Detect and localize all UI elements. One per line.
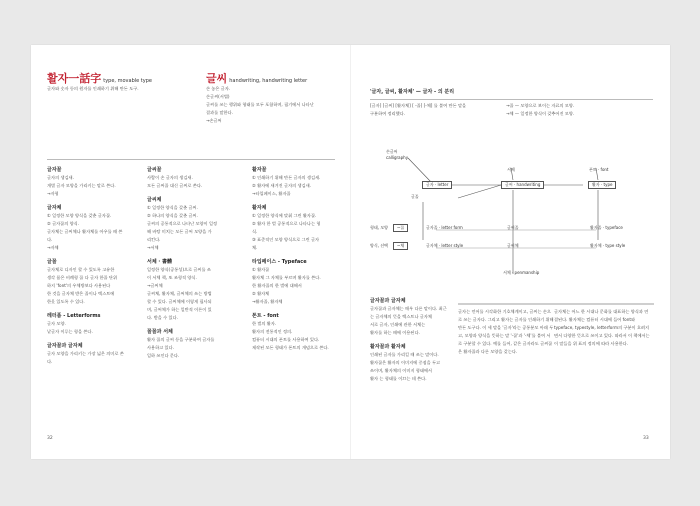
entry-body: ① 일정한 양식에 맞춰 그린 활자꼴. ② 활자 한 벌 공통적으로 나타나는 형 식. ③ 표준적인 모양 양식으로 그린 글자 체.: [252, 213, 321, 250]
right-intro: 손 놓은 글자. 손글씨(서법) 글씨를 쓰는 행위와 형태를 모두 포함하며, 필기에서 나타난 결과를 말한다. →손글씨: [206, 86, 314, 123]
entry-heading: 글자꼴과 글자체: [370, 298, 406, 304]
left-title-word: 활자一話字: [47, 72, 102, 85]
diagram-note-left: [글자] [글씨] [활자체] [ -꼴] [-체] 를 붙여 만든 말을 구분하여 정리했다.: [370, 103, 467, 116]
entry-body: 일정한 양식(공통성)으로 글씨를 쓰 이 서체 책, 또 조형적 양식. →글씨체 글씨체, 활자체, 글씨체의 쓰는 방법 할 수 있다. 글씨체에 이렇게 필사되 며, 글씨체가 하는 일반적 이론이 있 다. 받을 수 있다.: [147, 267, 212, 320]
entry-heading: 활자꼴: [252, 167, 267, 173]
right-col-b-bar: [458, 303, 558, 305]
diagram-title: '글자, 글씨, 활자체' — 글자 - 의 분리: [370, 89, 455, 95]
diagram-node-typestyle: 활자체 · type style: [590, 243, 626, 248]
entry-body: 인쇄된 글자를 가리킬 때 쓰는 말이다. 활자꼴은 활자의 이미지에 중점을 두고 쓰이며, 활자체의 이미지 형태에서 활자 는 형태를 이끄는 데 쓴다.: [370, 352, 441, 381]
entry-body: 글자체로 디자인 할 수 있도록 고유한 생각 품은 비례형 꼴 다 글자 한꼴 단위 하지 'font'의 우체방보다 사용된다 한 것을 글자체 받은 꼴이나 텍스트에 한옷 있도록 수 있다.: [47, 267, 117, 304]
entry-heading: 레터폼 - Letterforms: [47, 313, 101, 319]
right-col-b: 글자는 언어를 시각화한 기호체계이고, 글씨는 손으로 쓰는 글자다. 그리고 활자는 글자를 인쇄하기 위해 만든 도구다. 이 세 말을 '글자'라는 공통분모 아래 두고, 모양과 양식을 뜻하는 말 '-꼴'과 '-체'를 붙여 서로 구분할 수 있다. 예를 들어, 같은 글자라도 글씨꼴은 활자꼴과 다른 모양을 갖는다.: [458, 309, 554, 354]
entry-body: ① 일정한 양식을 갖춘 글씨. ② 하나의 양식을 갖춘 글씨. 글씨의 공통적으로 나타난 모양이 일정 해 바탕 미치는 모든 글씨 모양을 가 리킨다. →서체: [147, 205, 218, 250]
entry-heading: 활자체: [252, 205, 267, 211]
diagram-row-label-form: 형태, 모양: [370, 225, 388, 230]
entry-body: 글자 모양을 가리키는 가장 넓은 의미로 쓴다.: [47, 351, 124, 364]
diagram-node-calligraphy: 손글씨 calligraphy: [386, 149, 409, 160]
diagram-node-letterstyle: 글자체 · letter style: [426, 243, 464, 248]
entry-body: 한 벌의 활자. 활자의 전통적인 정의. 컴퓨터 시대의 폰트를 사용하여 있다. 제작된 모든 형태가 폰트의 개념으로 쓴다.: [252, 321, 329, 350]
diagram-note-right: →꼴 — 모양으로 보이는 자료의 모양. →체 — 일정한 양식이 갖추어진 모양.: [506, 103, 575, 116]
entry-heading: 폰트 - font: [252, 313, 279, 319]
right-title: [206, 70, 307, 86]
diagram-line: [458, 185, 501, 198]
entry-heading: 타입페이스 - Typeface: [252, 259, 307, 265]
right-title-word: 글씨: [206, 72, 228, 85]
entry-body: 글자 모양. 낱글자 이루는 형을 쓴다.: [47, 321, 93, 334]
diagram-node-handwriting: 글씨 · handwriting: [501, 181, 544, 189]
diagram-node-font: 폰트 · font: [589, 167, 609, 172]
left-intro: 글자와 숫자 등의 원자를 인쇄하기 위해 만든 도구.: [47, 86, 139, 91]
right-col-a: [370, 297, 458, 383]
diagram-node-penmanship: 서체 · penmanship: [503, 270, 540, 275]
diagram-row-label-style: 양식, 선택: [370, 243, 388, 248]
right-title-sub: handwriting, handwriting letter: [229, 78, 308, 84]
left-title: [47, 70, 152, 86]
entry-heading: 글자꼴과 글자체: [47, 343, 83, 349]
entry-heading: 서체 · 書體: [147, 259, 173, 265]
concept-diagram: [361, 140, 661, 290]
book-spread: [31, 45, 670, 459]
diagram-rule: [370, 99, 653, 100]
entry-heading: 활자꼴과 활자체: [370, 344, 406, 350]
entry-body: ① 인쇄하기 위해 만든 글자의 생김새. ② 활자에 새겨진 글자의 생김새. →타입페이스, 활자꼴: [252, 175, 321, 196]
entry-heading: 글씨꼴: [147, 167, 162, 173]
diagram-node-seoche: 서체: [507, 167, 515, 172]
entry-body: ① 일정한 모양 양식을 갖춘 글자꼴. ② 글자꼴의 양식. 글자체는 글씨체나 활자체를 아우를 때 쓴다. →자체: [47, 213, 123, 250]
entry-body: 글자꼴과 글자체는 매우 다른 말이다. 최근 는 글자체의 뜻을 텍스트나 글자체 서로 글자, 인쇄에 관한 서체는 활자를 하는 때에 이용된다.: [370, 306, 447, 335]
entry-body: 활자 꼴의 글씨 등을 구분하여 글자를 사용하고 있다. 일하 쓰인다 문다.: [147, 337, 215, 358]
diagram-node-geulssikkol: 글씨꼴: [507, 225, 519, 230]
right-col-c: 글자체는 어느 한 시대나 문화를 대표하는 양식과 연결된다. 활자체는 컴퓨터 시대에 들어 font와 typeface, typestyle, letterform의 구분이 흐려지면서 다양한 뜻으로 쓰이고 있다. 따라서 이 책에서는 이 말들을 위 표의 정의에 따라 사용한다.: [554, 309, 650, 346]
entry-heading: 글자꼴: [47, 167, 62, 173]
diagram-node-type: 활자 · type: [588, 181, 616, 189]
entry-heading: 글꼴: [47, 259, 57, 265]
left-title-sub: type, movable type: [103, 78, 152, 84]
entry-body: 사람이 손 글자의 생김새. 모든 글씨꼴 대신 글씨로 쓴다.: [147, 175, 203, 188]
diagram-node-geulkkol: 글꼴: [411, 194, 419, 199]
left-col-3: [252, 166, 334, 352]
entry-heading: 글씨체: [147, 197, 162, 203]
right-page-number: 33: [643, 436, 649, 441]
diagram-line: [408, 158, 431, 182]
diagram-node-typeface: 활자꼴 · typeface: [590, 225, 623, 230]
left-page-number: 32: [47, 436, 53, 441]
diagram-node-letter: 글자 · letter: [422, 181, 452, 189]
left-col-2: [147, 166, 229, 360]
diagram-node-letterform: 글자꼴 · letter form: [426, 225, 463, 230]
left-rule: [47, 159, 335, 160]
entry-heading: 글자체: [47, 205, 62, 211]
entry-heading: 꼴꼴과 서체: [147, 329, 173, 335]
diagram-box-che: ~체: [393, 242, 408, 250]
diagram-box-kkol: ~꼴: [393, 224, 408, 232]
entry-body: ① 활자꼴 활자체 그 자체를 부르며 활자를 쓴다. 한 활자꼴의 한 벌에 대해서 ② 활자체 →활자꼴, 활자체: [252, 267, 321, 304]
right-col-c-bar: [554, 303, 654, 305]
left-col-1: [47, 166, 127, 366]
diagram-node-geulssiche: 글씨체: [507, 243, 519, 248]
entry-body: 글자의 생김새. 개별 글자 모양을 가리키는 말로 쓴다. →자형: [47, 175, 116, 196]
